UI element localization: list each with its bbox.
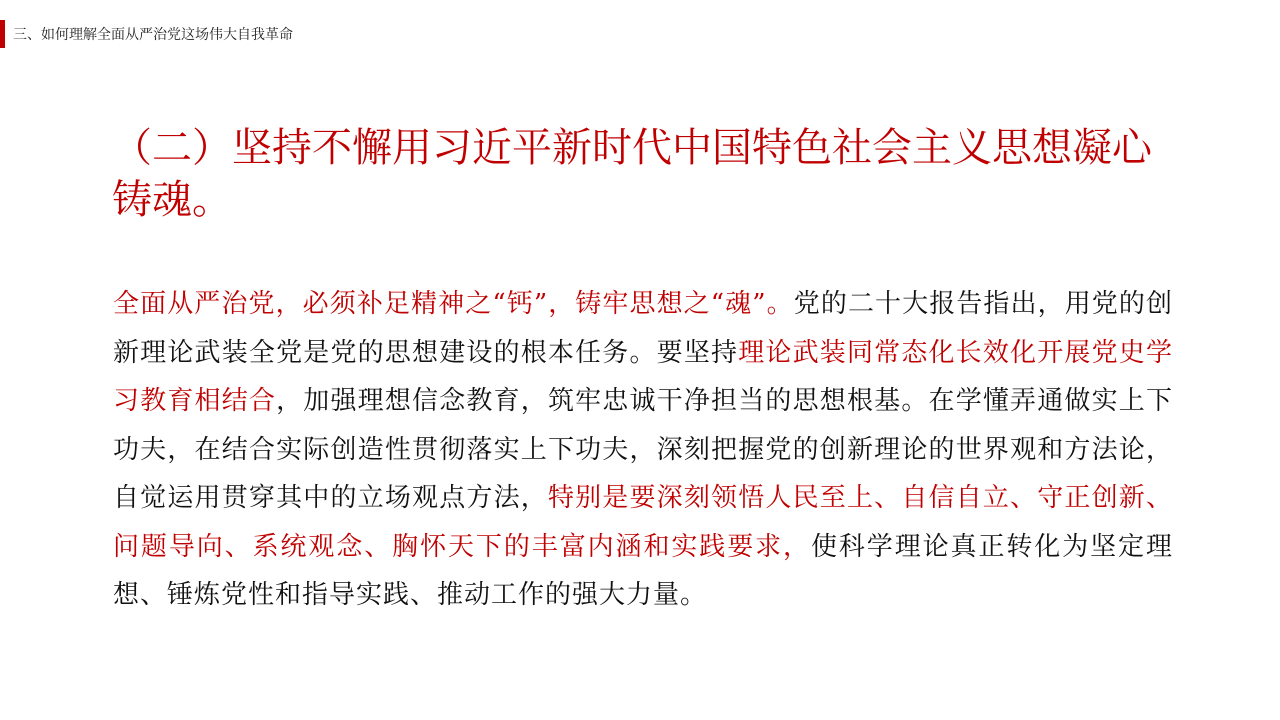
paragraph-segment: 特别是要深刻领悟人民至上、自信自立、守正创新、问题导向、系统观念、胸怀天下的丰富内涵和实践要求，	[113, 483, 1173, 562]
section-header: 三、如何理解全面从严治党这场伟大自我革命	[13, 27, 293, 43]
paragraph-segment: 理论武装同常态化长效化开展党史学习教育相结合	[113, 337, 1173, 416]
page-title: （二）坚持不懈用习近平新时代中国特色社会主义思想凝心铸魂。	[112, 125, 1152, 223]
header-accent-bar	[0, 20, 5, 48]
paragraph-segment: 党的二十大报告指出，用党的创新理论武装全党是党的思想建设的根本任务。要坚持	[113, 289, 1173, 368]
paragraph-segment: 全面从严治党，必须补足精神之“钙”，铸牢思想之“魂”。	[113, 289, 794, 319]
body-paragraph	[113, 280, 1173, 620]
paragraph-segment: 使科学理论真正转化为坚定理想、锤炼党性和指导实践、推动工作的强大力量。	[113, 531, 1173, 610]
paragraph-segment: ，加强理想信念教育，筑牢忠诚干净担当的思想根基。在学懂弄通做实上下功夫，在结合实际创造性贯彻落实上下功夫，深刻把握党的创新理论的世界观和方法论，自觉运用贯穿其中的立场观点方法，	[113, 386, 1173, 513]
